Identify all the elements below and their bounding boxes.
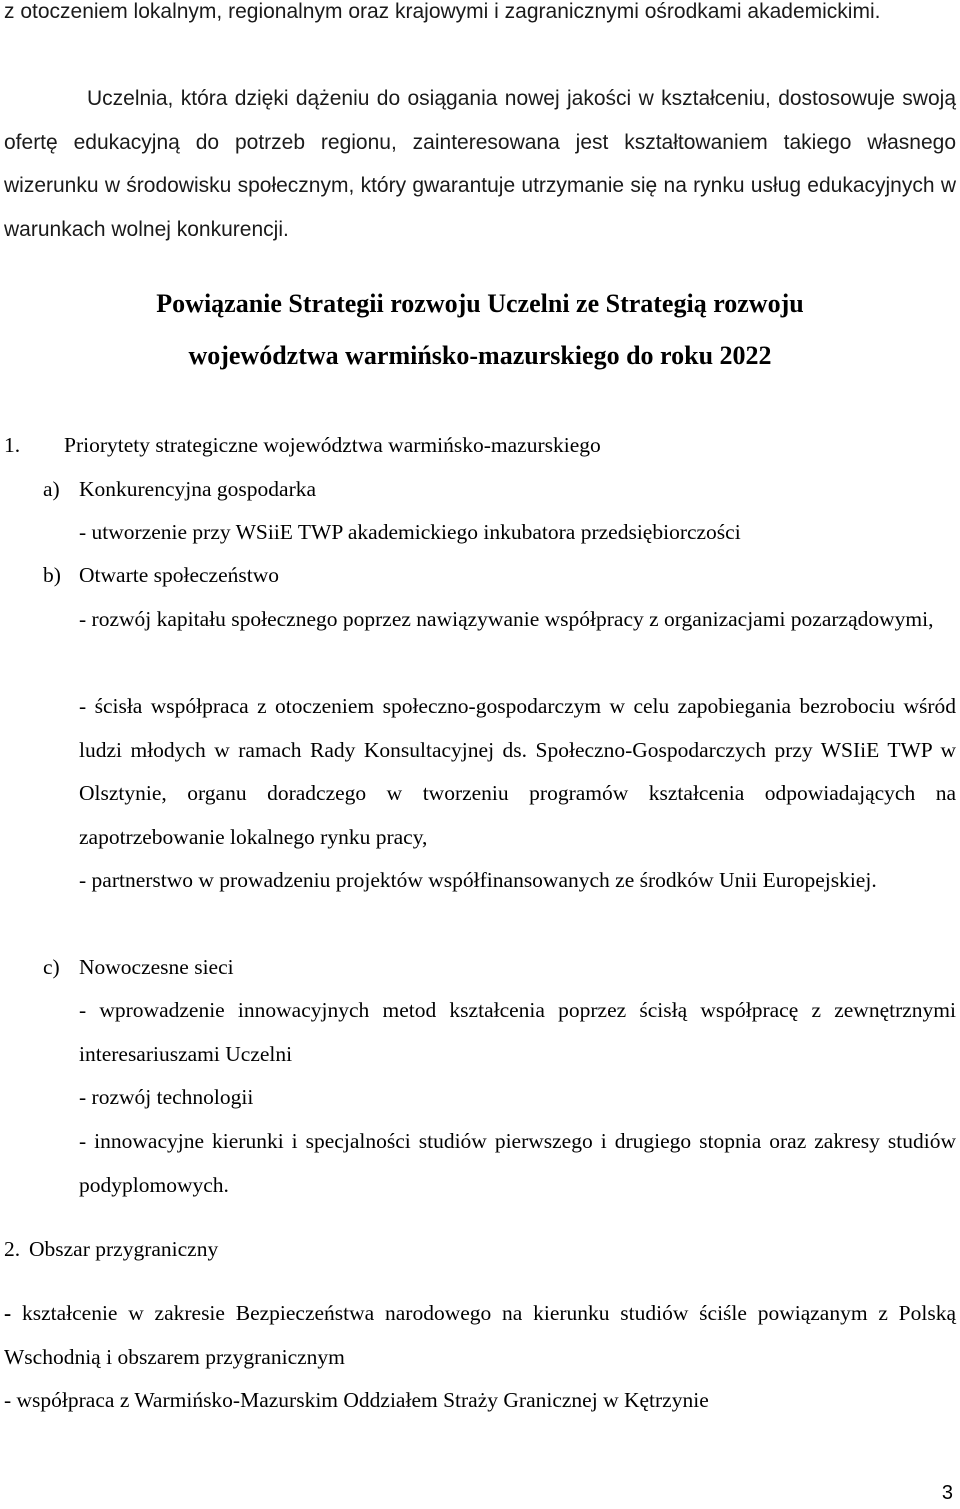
heading-line-2: województwa warmińsko-mazurskiego do roku 2022 [188,341,772,370]
item-c-title: Nowoczesne sieci [79,955,234,979]
section-2-bullet-2: - współpraca z Warmińsko-Mazurskim Oddziałem Straży Granicznej w Kętrzynie [4,1388,709,1412]
item-c-bullet-2: - rozwój technologii [79,1085,254,1109]
section-heading [0,278,960,382]
section-2-bullet-1 [4,1292,956,1379]
heading-line-1: Powiązanie Strategii rozwoju Uczelni ze Strategią rozwoju [156,289,804,318]
item-a-bullet-1: - utworzenie przy WSiiE TWP akademickiego inkubatora przedsiębiorczości [79,520,741,544]
section-2-bullet-1-text: kształcenie w zakresie Bezpieczeństwa narodowego na kierunku studiów ściśle powiązanym z Polską Wschodnią i obszarem przygranicznym [4,1301,956,1369]
intro-continuation: z otoczeniem lokalnym, regionalnym oraz krajowymi i zagranicznymi ośrodkami akademickimi. [4,0,881,23]
item-b-marker: b) [43,563,61,587]
item-a-title: Konkurencyjna gospodarka [79,477,317,501]
item-c-bullet-3: - innowacyjne kierunki i specjalności studiów pierwszego i drugiego stopnia oraz zakresy studiów podyplomowych. [79,1129,956,1197]
section-2-bullet-1-dash: - [4,1301,12,1325]
item-b-title: Otwarte społeczeństwo [79,563,279,587]
item-c-marker: c) [43,955,60,979]
section-1-number: 1. [4,433,21,457]
section-2-title: Obszar przygraniczny [29,1237,219,1261]
item-b-bullet-3: - partnerstwo w prowadzeniu projektów współfinansowanych ze środków Unii Europejskiej. [79,868,877,892]
item-a-marker: a) [43,477,60,501]
section-1-title: Priorytety strategiczne województwa warmińsko-mazurskiego [64,433,601,457]
page-number: 3 [941,1482,953,1504]
item-b-bullet-2: - ścisła współpraca z otoczeniem społeczno-gospodarczym w celu zapobiegania bezrobociu wśród ludzi młodych w ramach Rady Konsultacyjnej ds. Społeczno-Gospodarczych przy WSIiE TWP w Olsztynie, organu doradczego w tworzeniu programów kształcenia odpowiadających na zapotrzebowanie lokalnego rynku pracy, [79,694,956,849]
item-c-bullet-1: - wprowadzenie innowacyjnych metod kształcenia poprzez ścisłą współpracę z zewnętrznymi interesariuszami Uczelni [79,998,956,1066]
intro-paragraph: Uczelnia, która dzięki dążeniu do osiągania nowej jakości w kształceniu, dostosowuje swoją ofertę edukacyjną do potrzeb regionu, zainteresowana jest kształtowaniem takiego własnego wizerunku w środowisku społecznym, który gwarantuje utrzymanie się na rynku usług edukacyjnych w warunkach wolnej konkurencji. [4,87,956,241]
section-2-number: 2. [4,1237,21,1261]
item-b-bullet-1: - rozwój kapitału społecznego poprzez nawiązywanie współpracy z organizacjami pozarządowymi, [79,607,934,631]
